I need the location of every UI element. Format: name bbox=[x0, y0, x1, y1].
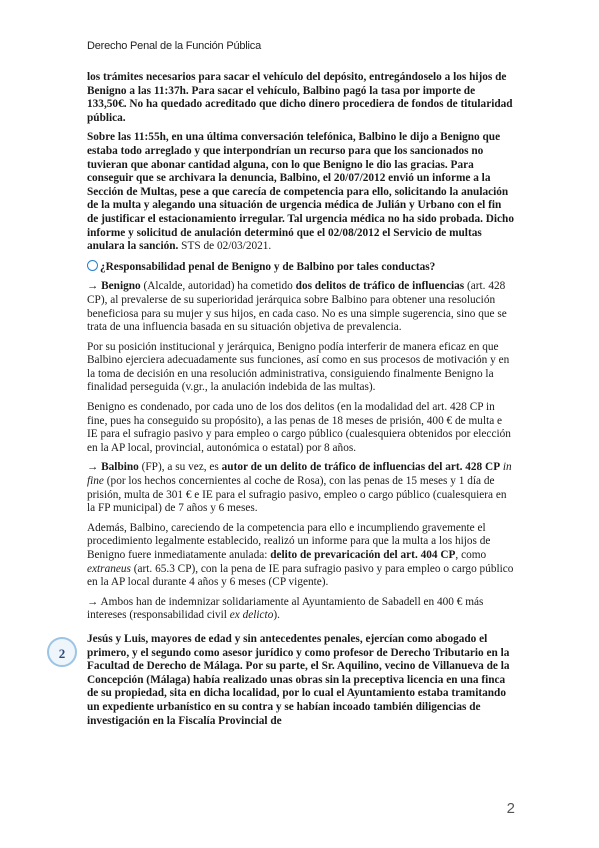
case-number-badge: 2 bbox=[47, 637, 77, 667]
document-body bbox=[87, 71, 514, 734]
page-number: 2 bbox=[506, 800, 515, 817]
question-heading: ¿Responsabilidad penal de Benigno y de Balbino por tales conductas? bbox=[87, 260, 514, 275]
page-header: Derecho Penal de la Función Pública bbox=[87, 40, 262, 52]
answer-institutional-position: Por su posición institucional y jerárquica, Benigno podía interferir de manera eficaz en que Balbino ejerciera adecuadamente sus funciones, así como en sus procesos de motivación y en la toma de decisión en una resolución administrativa, consiguiendo finalmente Benigno la finalidad perseguida (v.gr., la anulación indebida de las multas). bbox=[87, 340, 510, 394]
answer-balbino: → Balbino (FP), a su vez, es autor de un delito de tráfico de influencias del art. 428 CP in fine (por los hechos concernientes al coche de Rosa), con las penas de 15 meses y 1 día de prisión, multa de 301 € e IE para el sufragio pasivo, empleo o cargo público (cualesquiera en la FP municipal) de 7 años y 6 meses. bbox=[87, 461, 512, 515]
answer-benigno-sentence: Benigno es condenado, por cada uno de los dos delitos (en la modalidad del art. 428 CP in fine, pues ha conseguido su propósito), a las penas de 18 meses de prisión, 400 € de multa e IE para el sufragio pasivo y para empleo o cargo público (cualesquiera obtenidos por elección en la AP local, provincial, autonómica o estatal) por 8 años. bbox=[87, 401, 511, 454]
radio-circle-icon bbox=[87, 260, 98, 271]
case-2-facts: Jesús y Luis, mayores de edad y sin antecedentes penales, ejercían como abogado el primero, y el segundo como asesor jurídico y como profesor de Derecho Tributario en la Facultad de Derecho de Málaga. Por su parte, el Sr. Aquilino, vecino de Villanueva de la Concepción (Málaga) había realizado unas obras sin la preceptiva licencia en una finca de su propiedad, sita en dicha localidad, por lo cual el Ayuntamiento estaba tramitando un expediente urbanístico en su contra y se habían incoado también diligencias de investigación en la Fiscalía Provincial de bbox=[87, 632, 510, 727]
paragraph-facts-1: los trámites necesarios para sacar el vehículo del depósito, entregándoselo a los hijos de Benigno a las 11:37h. Para sacar el vehículo, Balbino pagó la tasa por importe de 133,50€. No ha quedado acreditado que dicho dinero procediera de fondos de titularidad pública. bbox=[87, 71, 513, 124]
paragraph-facts-2: Sobre las 11:55h, en una última conversación telefónica, Balbino le dijo a Benigno que estaba todo arreglado y que interpondrían un recurso para que los sancionados no tuvieran que abonar cantidad alguna, con lo que Benigno le dio las gracias. Para conseguir que se archivara la denuncia, Balbino, el 20/07/2012 envió un informe a la Sección de Multas, pese a que carecía de competencia para ello, solicitando la anulación de la multa y alegando una situación de urgencia médica de Julián y Urbano con el fin de justificar el estacionamiento irregular. Tal urgencia médica no ha sido probada. Dicho informe y solicitud de anulación determinó que el 02/08/2012 el Servicio de multas anulara la sanción. STS de 02/03/2021. bbox=[87, 131, 514, 253]
answer-benigno: → Benigno (Alcalde, autoridad) ha cometido dos delitos de tráfico de influencias (art. 428 CP), al prevalerse de su superioridad jerárquica sobre Balbino para obtener una resolución beneficiosa para su mujer y sus hijos, en cada caso. No es una simple sugerencia, sino que se trata de una influencia basada en su situación objetiva de prevalencia. bbox=[87, 280, 507, 334]
answer-civil-liability: → Ambos han de indemnizar solidariamente al Ayuntamiento de Sabadell en 400 € más intereses (responsabilidad civil ex delicto). bbox=[87, 595, 484, 622]
case-reference: STS de 02/03/2021. bbox=[178, 240, 272, 253]
answer-prevaricacion: Además, Balbino, careciendo de la competencia para ello e incumpliendo gravemente el procedimiento legalmente establecido, realizó un informe para que la multa a los hijos de Benigno fuere inmediatamente anulada: delito de prevaricación del art. 404 CP, como extraneus (art. 65.3 CP), con la pena de IE para sufragio pasivo y para empleo o cargo público en la AP local durante 4 años y 6 meses (CP vigente). bbox=[87, 521, 514, 589]
